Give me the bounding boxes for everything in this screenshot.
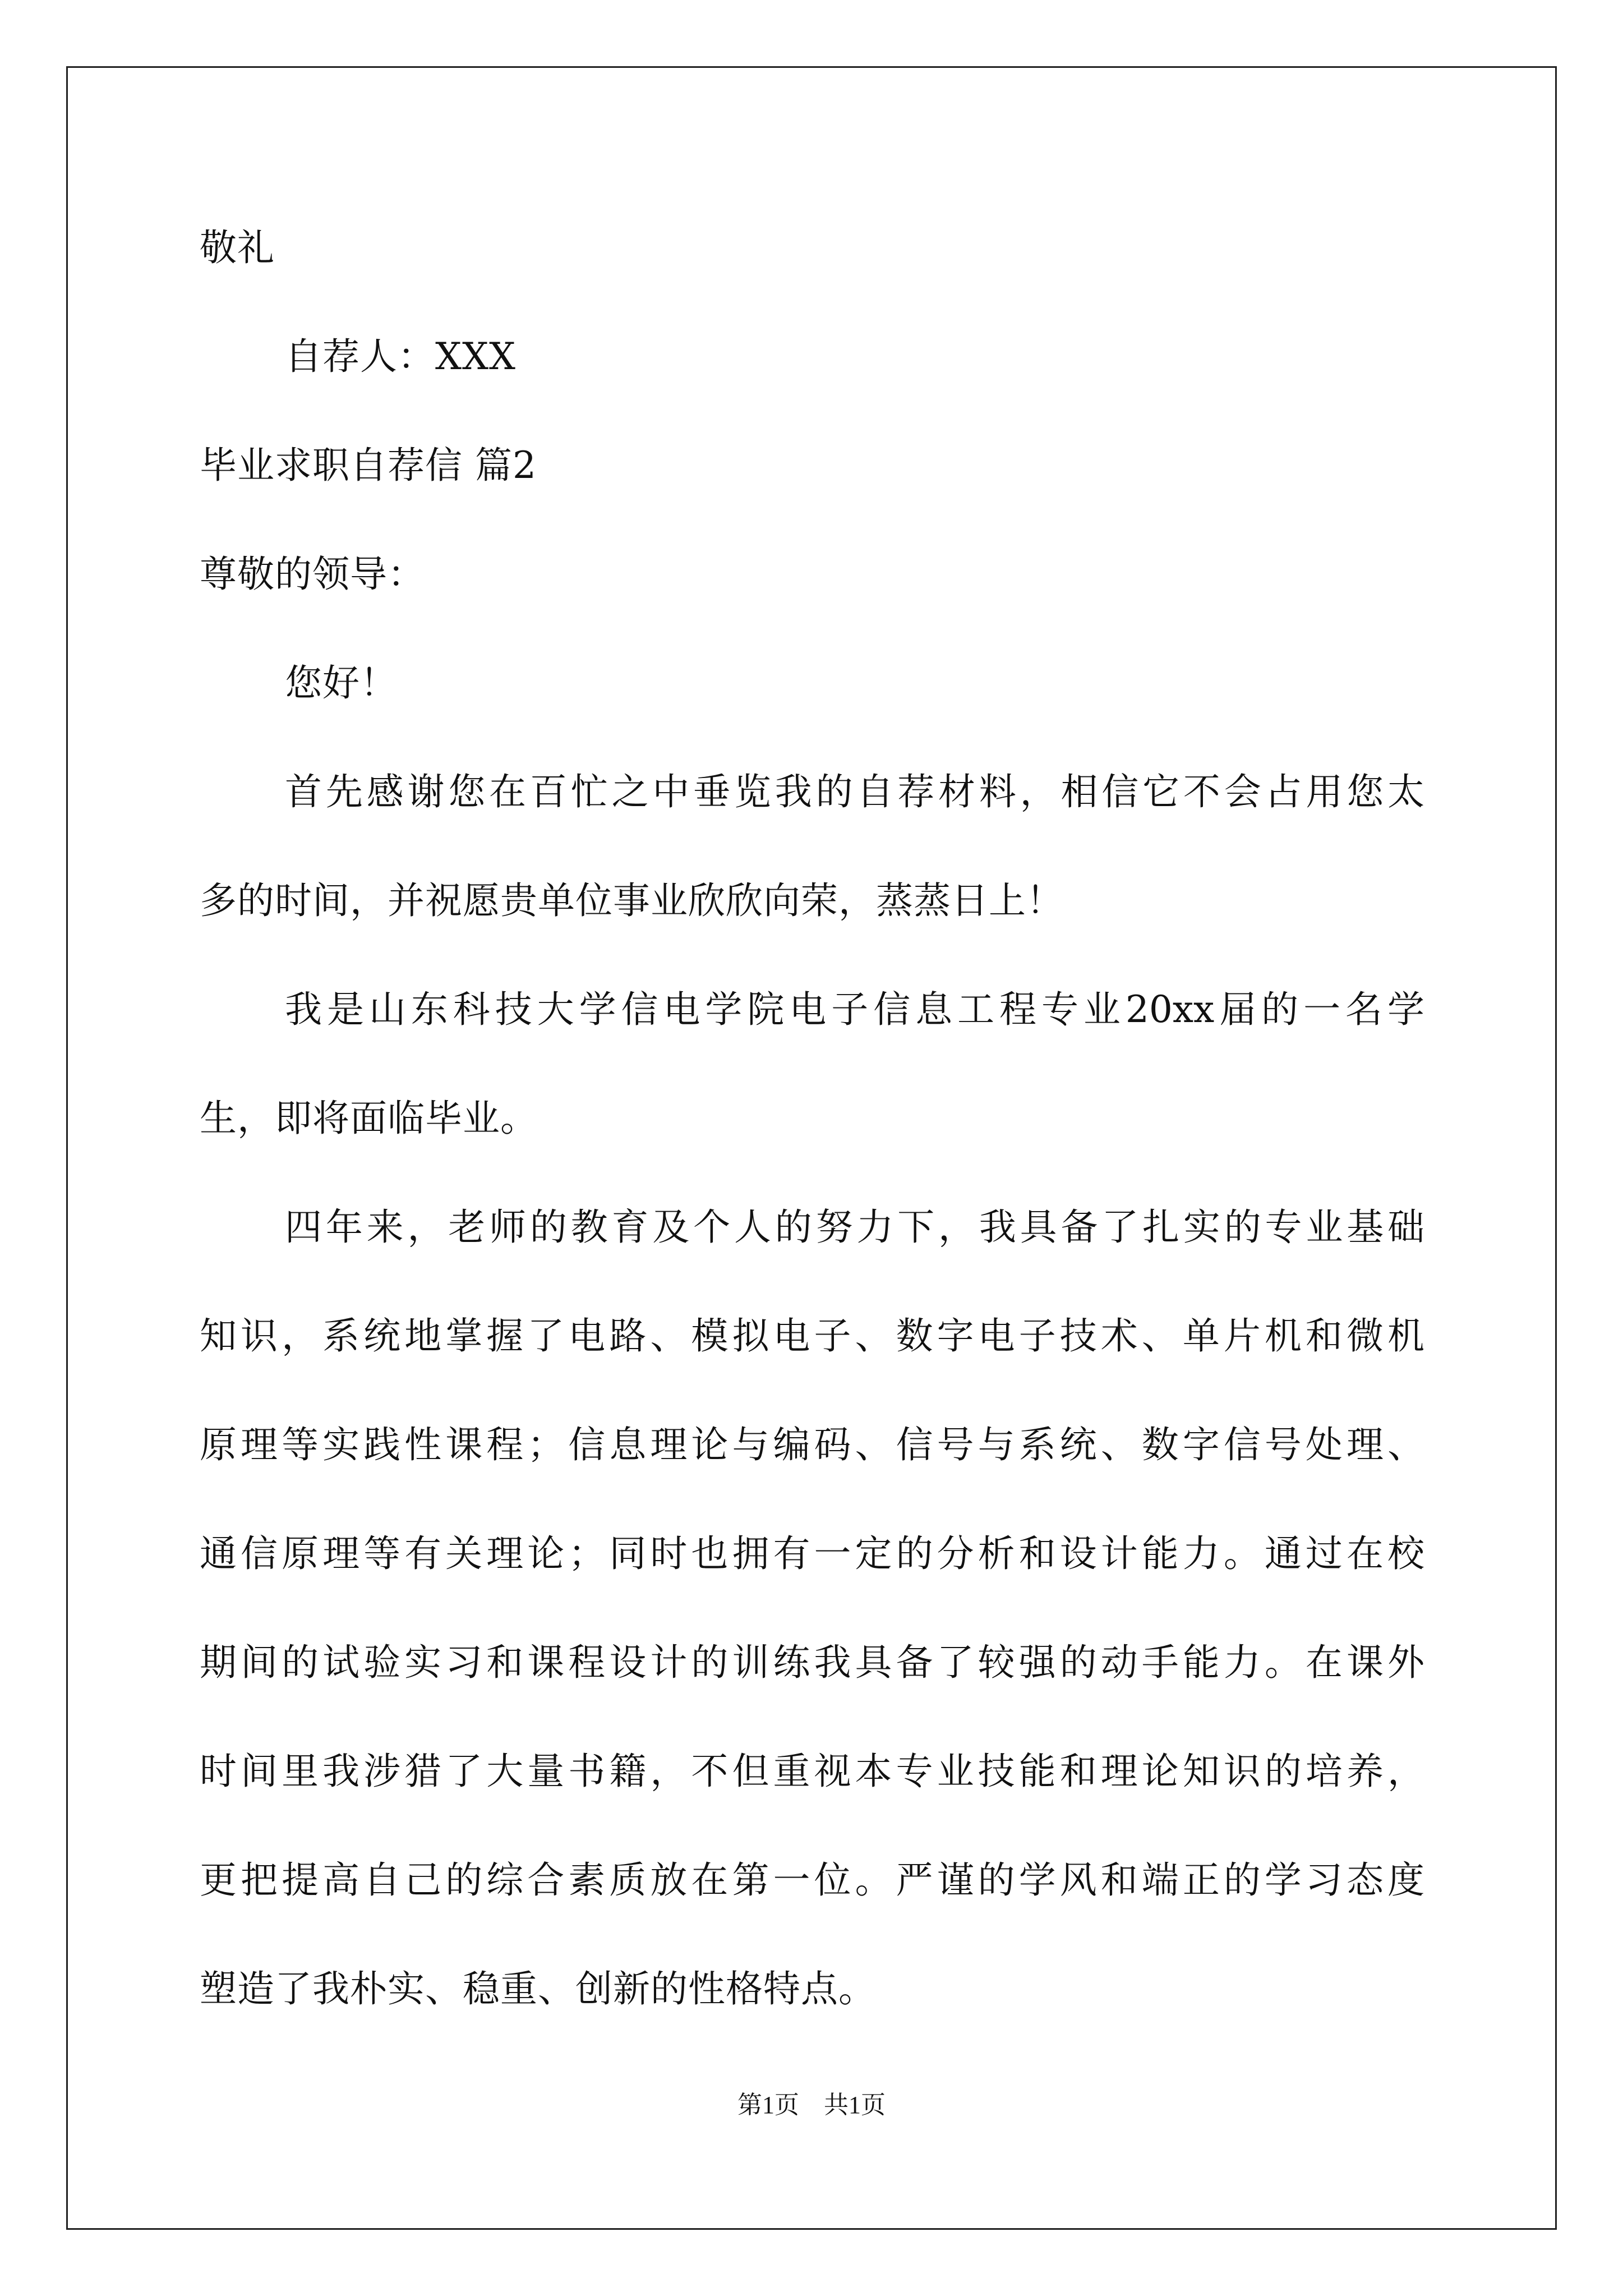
paragraph-3-line-1: 四年来，老师的教育及个人的努力下，我具备了扎实的专业基础: [285, 1205, 1424, 1249]
paragraph-3-line-5: 期间的试验实习和课程设计的训练我具备了较强的动手能力。在课外: [200, 1641, 1424, 1684]
paragraph-3-line-8: 塑造了我朴实、稳重、创新的性格特点。: [200, 1967, 876, 2010]
paragraph-3-line-2: 知识，系统地掌握了电路、模拟电子、数字电子技术、单片机和微机: [200, 1314, 1424, 1358]
paragraph-3-line-6: 时间里我涉猎了大量书籍，不但重视本专业技能和理论知识的培养，: [200, 1750, 1424, 1793]
section-title: 毕业求职自荐信 篇2: [200, 444, 537, 487]
paragraph-2-line-2: 生，即将面临毕业。: [200, 1097, 538, 1140]
closing-salutation: 敬礼: [200, 226, 275, 269]
hello-line: 您好！: [285, 661, 398, 705]
page-border: [66, 66, 1557, 2230]
page-number-footer: 第1页 共1页: [737, 2091, 886, 2119]
paragraph-2-line-1: 我是山东科技大学信电学院电子信息工程专业20xx届的一名学: [285, 988, 1424, 1031]
paragraph-1-line-2: 多的时间，并祝愿贵单位事业欣欣向荣，蒸蒸日上！: [200, 879, 1064, 922]
paragraph-3-line-3: 原理等实践性课程；信息理论与编码、信号与系统、数字信号处理、: [200, 1423, 1424, 1466]
greeting-line: 尊敬的领导：: [200, 553, 425, 596]
paragraph-3-line-4: 通信原理等有关理论；同时也拥有一定的分析和设计能力。通过在校: [200, 1532, 1424, 1575]
paragraph-3-line-7: 更把提高自己的综合素质放在第一位。严谨的学风和端正的学习态度: [200, 1858, 1424, 1902]
paragraph-1-line-1: 首先感谢您在百忙之中垂览我的自荐材料，相信它不会占用您太: [285, 770, 1424, 813]
signature-line: 自荐人：XXX: [285, 335, 516, 378]
